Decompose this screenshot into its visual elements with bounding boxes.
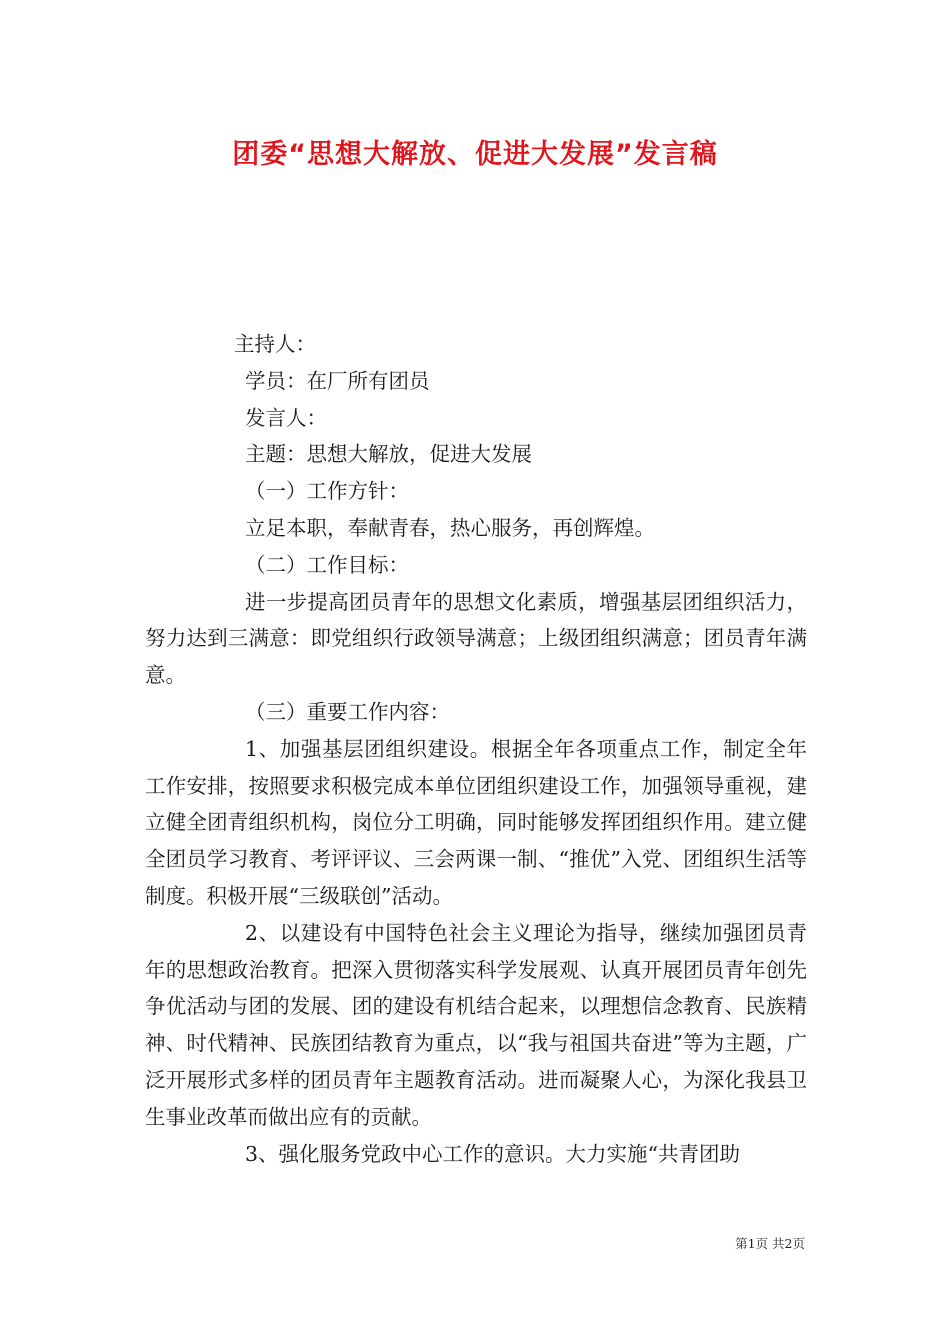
page-footer: 第1页 共2页 bbox=[735, 1236, 805, 1251]
speaker-line: 发言人： bbox=[245, 405, 327, 430]
work-item-3: 3、强化服务党政中心工作的意识。大力实施“共青团助 bbox=[245, 1141, 741, 1166]
work-item-1: 1、加强基层团组织建设。根据全年各项重点工作，制定全年工作安排，按照要求积极完成本单位团组织建设工作，加强领导重视，建立健全团青组织机构，岗位分工明确，同时能够发挥团组织作用。建立健全团员学习教育、考评评议、三会两课一制、“推优”入党、团组织生活等制度。积极开展“三级联创”活动。 bbox=[145, 736, 807, 908]
host-line: 主持人： bbox=[234, 332, 316, 356]
theme-line: 主题：思想大解放，促进大发展 bbox=[245, 442, 532, 467]
section2-heading: （二）工作目标： bbox=[245, 552, 409, 577]
document-title: 团委“思想大解放、促进大发展”发言稿 bbox=[232, 139, 718, 170]
work-item-2: 2、以建设有中国特色社会主义理论为指导，继续加强团员青年的思想政治教育。把深入贯彻落实科学发展观、认真开展团员青年创先争优活动与团的发展、团的建设有机结合起来，以理想信念教育、民族精神、时代精神、民族团结教育为重点，以“我与祖国共奋进”等为主题，广泛开展形式多样的团员青年主题教育活动。进而凝聚人心，为深化我县卫生事业改革而做出应有的贡献。 bbox=[145, 920, 807, 1129]
document-body bbox=[145, 326, 807, 1172]
section3-heading: （三）重要工作内容： bbox=[245, 699, 450, 724]
trainees-line: 学员：在厂所有团员 bbox=[245, 368, 430, 393]
section1-text: 立足本职，奉献青春，热心服务，再创辉煌。 bbox=[245, 515, 655, 540]
section2-text: 进一步提高团员青年的思想文化素质，增强基层团组织活力，努力达到三满意：即党组织行政领导满意；上级团组织满意；团员青年满意。 bbox=[145, 589, 807, 688]
section1-heading: （一）工作方针： bbox=[245, 479, 409, 504]
